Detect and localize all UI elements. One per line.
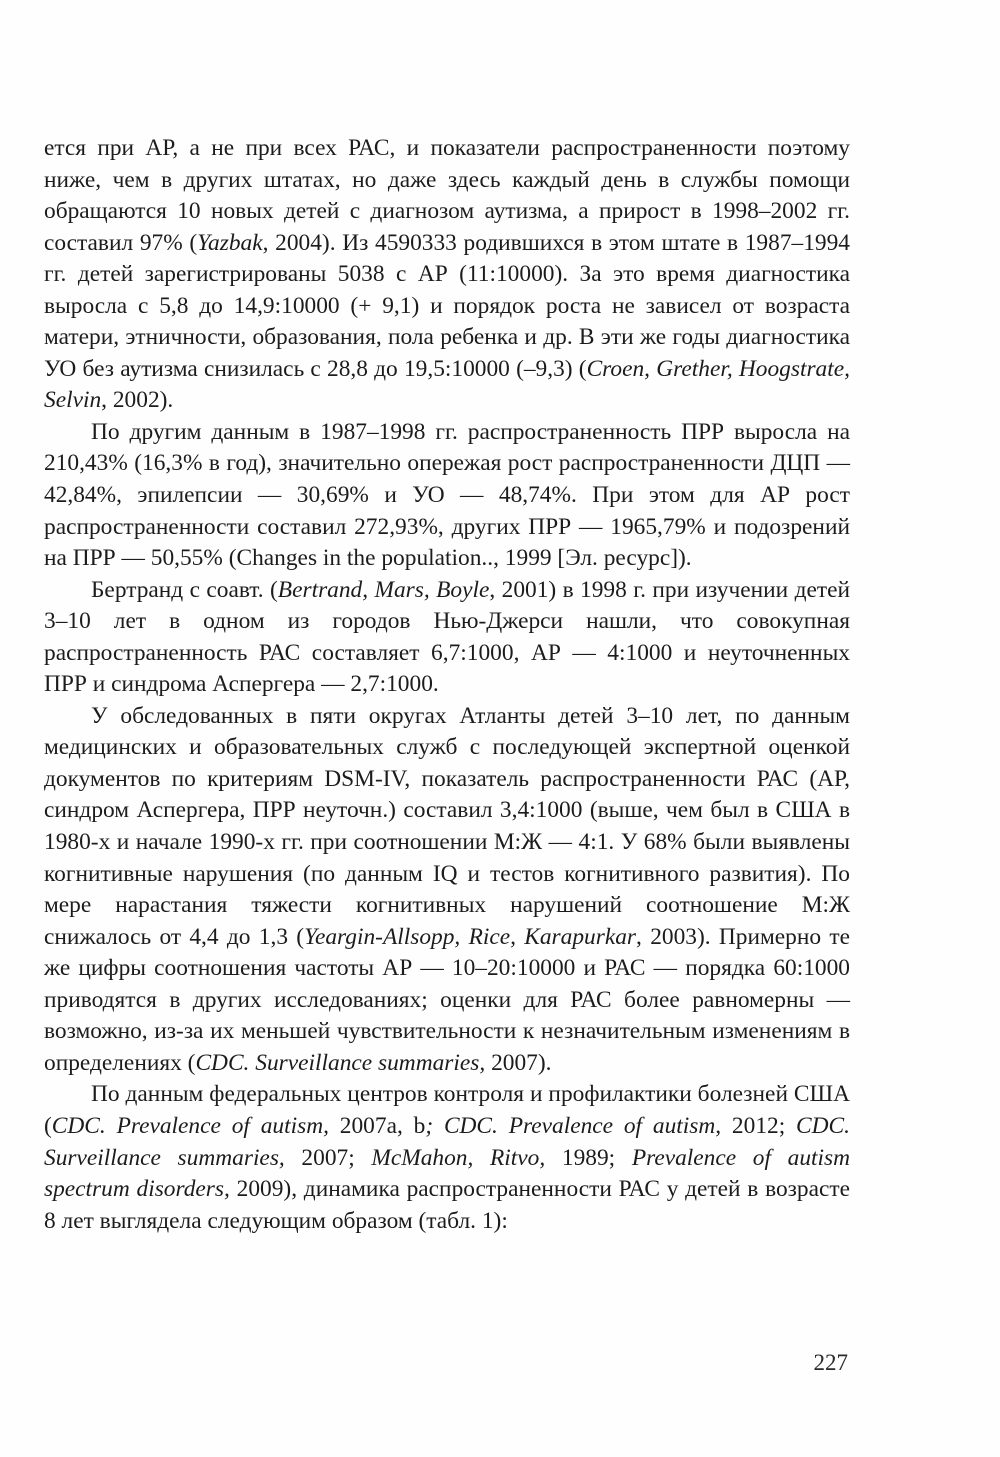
paragraph-2: По другим данным в 1987–1998 гг. распространенность ПРР выросла на 210,43% (16,3% в год), значительно опережая рост распространенности ДЦП — 42,84%, эпилепсии — 30,69% и УО — 48,74%. При этом для АР рост распространенности составил 272,93%, других ПРР — 1965,79% и подозрений на ПРР — 50,55% (Changes in the population.., 1999 [Эл. ресурс]).	[44, 418, 850, 572]
paragraph-4: У обследованных в пяти округах Атланты детей 3–10 лет, по данным медицинских и образовательных служб с последующей экспертной оценкой документов по критериям DSM-IV, показатель распространенности РАС (АР, синдром Аспергера, ПРР неуточн.) составил 3,4:1000 (выше, чем был в США в 1980-х и начале 1990-х гг. при соотношении М:Ж — 4:1. У 68% были выявлены когнитивные нарушения (по данным IQ и тестов когнитивного развития). По мере нарастания тяжести когнитивных нарушений соотношение М:Ж снижалось от 4,4 до 1,3 (Yeargin-Allsopp, Rice, Karapurkar, 2003). Примерно те же цифры соотношения частоты АР — 10–20:10000 и РАС — порядка 60:1000 приводятся в других исследованиях; оценки для РАС более равномерны — возможно, из-за их меньшей чувствительности к незначительным изменениям в определениях (CDC. Surveillance summaries, 2007).	[44, 702, 850, 1076]
paragraph-1: ется при АР, а не при всех РАС, и показатели распространенности поэтому ниже, чем в других штатах, но даже здесь каждый день в службы помощи обращаются 10 новых детей с диагнозом аутизма, а прирост в 1998–2002 гг. составил 97% (Yazbak, 2004). Из 4590333 родившихся в этом штате в 1987–1994 гг. детей зарегистрированы 5038 с АР (11:10000). За это время диагностика выросла с 5,8 до 14,9:10000 (+ 9,1) и порядок роста не зависел от возраста матери, этничности, образования, пола ребенка и др. В эти же годы диагностика УО без аутизма снизилась с 28,8 до 19,5:10000 (–9,3) (Croen, Grether, Hoogstrate, Selvin, 2002).	[44, 135, 850, 414]
page-number: 227	[813, 1350, 848, 1375]
page-body	[44, 133, 850, 1237]
paragraph-3: Бертранд с соавт. (Bertrand, Mars, Boyle, 2001) в 1998 г. при изучении детей 3–10 лет в одном из городов Нью-Джерси нашли, что совокупная распространенность РАС составляет 6,7:1000, АР — 4:1000 и неуточненных ПРР и синдрома Аспергера — 2,7:1000.	[44, 576, 850, 698]
paragraph-5: По данным федеральных центров контроля и профилактики болезней США (CDC. Prevalence of autism, 2007a, b; CDC. Prevalence of autism, 2012; CDC. Surveillance summaries, 2007; McMahon, Ritvo, 1989; Prevalence of autism spectrum disorders, 2009), динамика распространенности РАС у детей в возрасте 8 лет выглядела следующим образом (табл. 1):	[44, 1081, 851, 1234]
